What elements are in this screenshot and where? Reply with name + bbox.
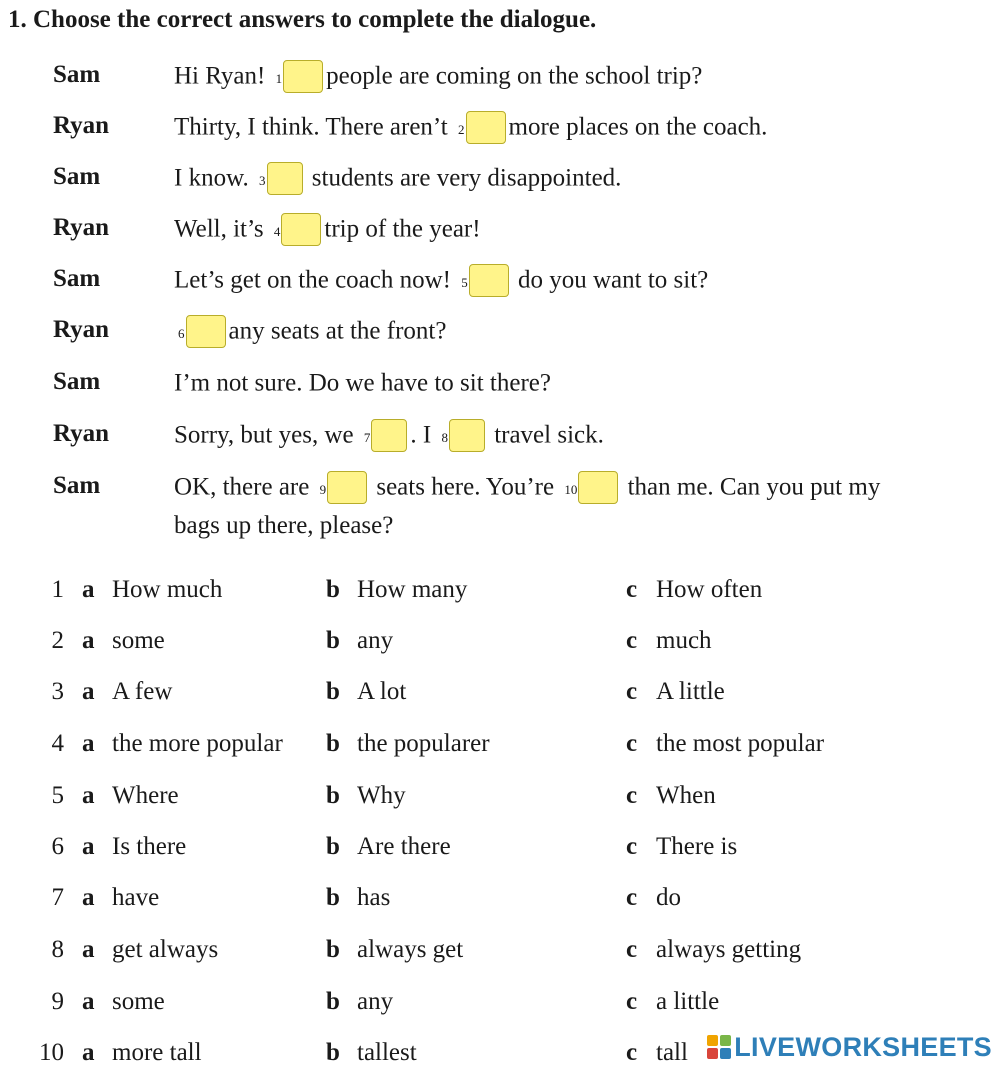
utterance-text: Sorry, but yes, we xyxy=(174,421,360,449)
option-c-text: A little xyxy=(656,678,725,705)
option-letter-c: c xyxy=(626,936,638,963)
question-number: 7 xyxy=(51,884,64,911)
answer-gap-7[interactable] xyxy=(371,419,407,452)
question-number: 8 xyxy=(51,936,64,963)
option-b-text: How many xyxy=(357,576,468,603)
option-a-text: How much xyxy=(112,576,223,603)
option-letter-b: b xyxy=(326,988,340,1015)
gap-number: 9 xyxy=(319,482,327,497)
answer-gap-9[interactable] xyxy=(327,471,367,504)
option-b-text: the popularer xyxy=(357,730,490,757)
option-letter-a: a xyxy=(82,730,95,757)
option-c-text: When xyxy=(656,782,716,809)
option-c-text: the most popular xyxy=(656,730,825,757)
option-b-text: any xyxy=(357,988,394,1015)
speaker: Sam xyxy=(53,61,101,88)
option-a-text: some xyxy=(112,988,165,1015)
utterance-text: seats here. You’re xyxy=(370,473,561,501)
question-number: 4 xyxy=(51,730,64,757)
option-letter-a: a xyxy=(82,988,95,1015)
utterance-text: than me. Can you put my xyxy=(621,473,881,501)
logo-text: LIVEWORKSHEETS xyxy=(734,1031,992,1062)
option-letter-b: b xyxy=(326,936,340,963)
utterance-text: Let’s get on the coach now! xyxy=(174,266,458,294)
option-letter-c: c xyxy=(626,782,638,809)
utterance-text: OK, there are xyxy=(174,473,316,501)
exercise-title: 1. Choose the correct answers to complete the dialogue. xyxy=(8,6,597,33)
option-a-text: some xyxy=(112,627,165,654)
option-letter-c: c xyxy=(626,988,638,1015)
option-letter-c: c xyxy=(626,627,638,654)
speaker: Ryan xyxy=(53,316,110,343)
option-a-text: have xyxy=(112,884,160,911)
option-letter-b: b xyxy=(326,576,340,603)
question-number: 1 xyxy=(51,576,64,603)
option-a-text: Where xyxy=(112,782,179,809)
option-c-text: a little xyxy=(656,988,720,1015)
option-row xyxy=(0,982,1000,1022)
question-number: 10 xyxy=(39,1039,64,1066)
question-number: 9 xyxy=(51,988,64,1015)
utterance-text: . I xyxy=(410,421,438,449)
option-letter-b: b xyxy=(326,884,340,911)
option-row xyxy=(0,827,1000,867)
gap-number: 4 xyxy=(273,224,281,239)
question-number: 2 xyxy=(51,627,64,654)
speaker: Sam xyxy=(53,265,101,292)
option-letter-b: b xyxy=(326,730,340,757)
option-letter-a: a xyxy=(82,936,95,963)
option-b-text: any xyxy=(357,627,394,654)
option-c-text: much xyxy=(656,627,712,654)
utterance xyxy=(174,55,702,96)
liveworksheets-logo xyxy=(705,1031,992,1063)
option-letter-c: c xyxy=(626,730,638,757)
utterance xyxy=(174,466,880,507)
option-c-text: How often xyxy=(656,576,763,603)
option-letter-a: a xyxy=(82,782,95,809)
speaker: Sam xyxy=(53,368,101,395)
option-letter-a: a xyxy=(82,678,95,705)
option-letter-a: a xyxy=(82,833,95,860)
utterance xyxy=(174,157,621,198)
option-row xyxy=(0,776,1000,816)
utterance xyxy=(174,362,551,403)
option-row xyxy=(0,672,1000,712)
utterance-continuation: bags up there, please? xyxy=(174,512,394,539)
speaker: Sam xyxy=(53,472,101,499)
utterance-text: I’m not sure. Do we have to sit there? xyxy=(174,369,551,397)
option-a-text: more tall xyxy=(112,1039,202,1066)
option-row xyxy=(0,930,1000,970)
utterance-text: Thirty, I think. There aren’t xyxy=(174,113,455,141)
answer-gap-6[interactable] xyxy=(186,315,226,348)
utterance-text: I know. xyxy=(174,164,256,192)
option-letter-b: b xyxy=(326,833,340,860)
option-b-text: has xyxy=(357,884,391,911)
speaker: Sam xyxy=(53,163,101,190)
option-b-text: A lot xyxy=(357,678,407,705)
option-letter-c: c xyxy=(626,678,638,705)
option-letter-a: a xyxy=(82,1039,95,1066)
option-letter-c: c xyxy=(626,884,638,911)
utterance-text: people are coming on the school trip? xyxy=(326,62,703,90)
option-c-text: tall xyxy=(656,1039,688,1066)
option-b-text: tallest xyxy=(357,1039,417,1066)
option-letter-b: b xyxy=(326,1039,340,1066)
option-letter-a: a xyxy=(82,627,95,654)
option-b-text: Why xyxy=(357,782,406,809)
speaker: Ryan xyxy=(53,112,110,139)
utterance xyxy=(174,310,446,351)
utterance-text: Well, it’s xyxy=(174,215,270,243)
utterance-text: any seats at the front? xyxy=(228,317,447,345)
utterance-text: do you want to sit? xyxy=(511,266,709,294)
gap-number: 1 xyxy=(275,71,283,86)
speaker: Ryan xyxy=(53,420,110,447)
utterance-text: trip of the year! xyxy=(324,215,481,243)
utterance-text: travel sick. xyxy=(487,421,604,449)
option-letter-b: b xyxy=(326,782,340,809)
question-number: 3 xyxy=(51,678,64,705)
answer-gap-8[interactable] xyxy=(449,419,485,452)
option-a-text: the more popular xyxy=(112,730,283,757)
option-letter-c: c xyxy=(626,1039,638,1066)
utterance-text: students are very disappointed. xyxy=(305,164,622,192)
option-row xyxy=(0,621,1000,661)
gap-number: 5 xyxy=(461,275,468,290)
question-number: 6 xyxy=(51,833,64,860)
option-letter-c: c xyxy=(626,833,638,860)
utterance xyxy=(174,259,708,300)
question-number: 5 xyxy=(51,782,64,809)
option-letter-b: b xyxy=(326,678,340,705)
speaker: Ryan xyxy=(53,214,110,241)
option-c-text: always getting xyxy=(656,936,802,963)
gap-number: 7 xyxy=(363,430,371,445)
answer-gap-3[interactable] xyxy=(267,162,303,195)
gap-number: 3 xyxy=(259,173,266,188)
option-letter-a: a xyxy=(82,884,95,911)
option-letter-c: c xyxy=(626,576,638,603)
answer-gap-4[interactable] xyxy=(281,213,321,246)
gap-number: 2 xyxy=(458,122,465,137)
option-b-text: always get xyxy=(357,936,464,963)
option-row xyxy=(0,724,1000,764)
option-a-text: Is there xyxy=(112,833,187,860)
answer-gap-1[interactable] xyxy=(283,60,323,93)
utterance xyxy=(174,414,604,455)
liveworksheets-logo-icon xyxy=(707,1035,731,1059)
option-row xyxy=(0,878,1000,918)
answer-gap-2[interactable] xyxy=(466,111,506,144)
answer-gap-5[interactable] xyxy=(469,264,509,297)
utterance xyxy=(174,208,481,249)
option-b-text: Are there xyxy=(357,833,451,860)
option-a-text: A few xyxy=(112,678,173,705)
utterance xyxy=(174,106,767,147)
option-c-text: do xyxy=(656,884,681,911)
option-letter-a: a xyxy=(82,576,95,603)
option-a-text: get always xyxy=(112,936,219,963)
utterance-text: Hi Ryan! xyxy=(174,62,272,90)
gap-number: 10 xyxy=(564,482,578,497)
option-c-text: There is xyxy=(656,833,738,860)
option-row xyxy=(0,570,1000,610)
gap-number: 8 xyxy=(441,430,448,445)
utterance-text: more places on the coach. xyxy=(508,113,768,141)
answer-gap-10[interactable] xyxy=(578,471,618,504)
gap-number: 6 xyxy=(178,326,185,341)
option-letter-b: b xyxy=(326,627,340,654)
